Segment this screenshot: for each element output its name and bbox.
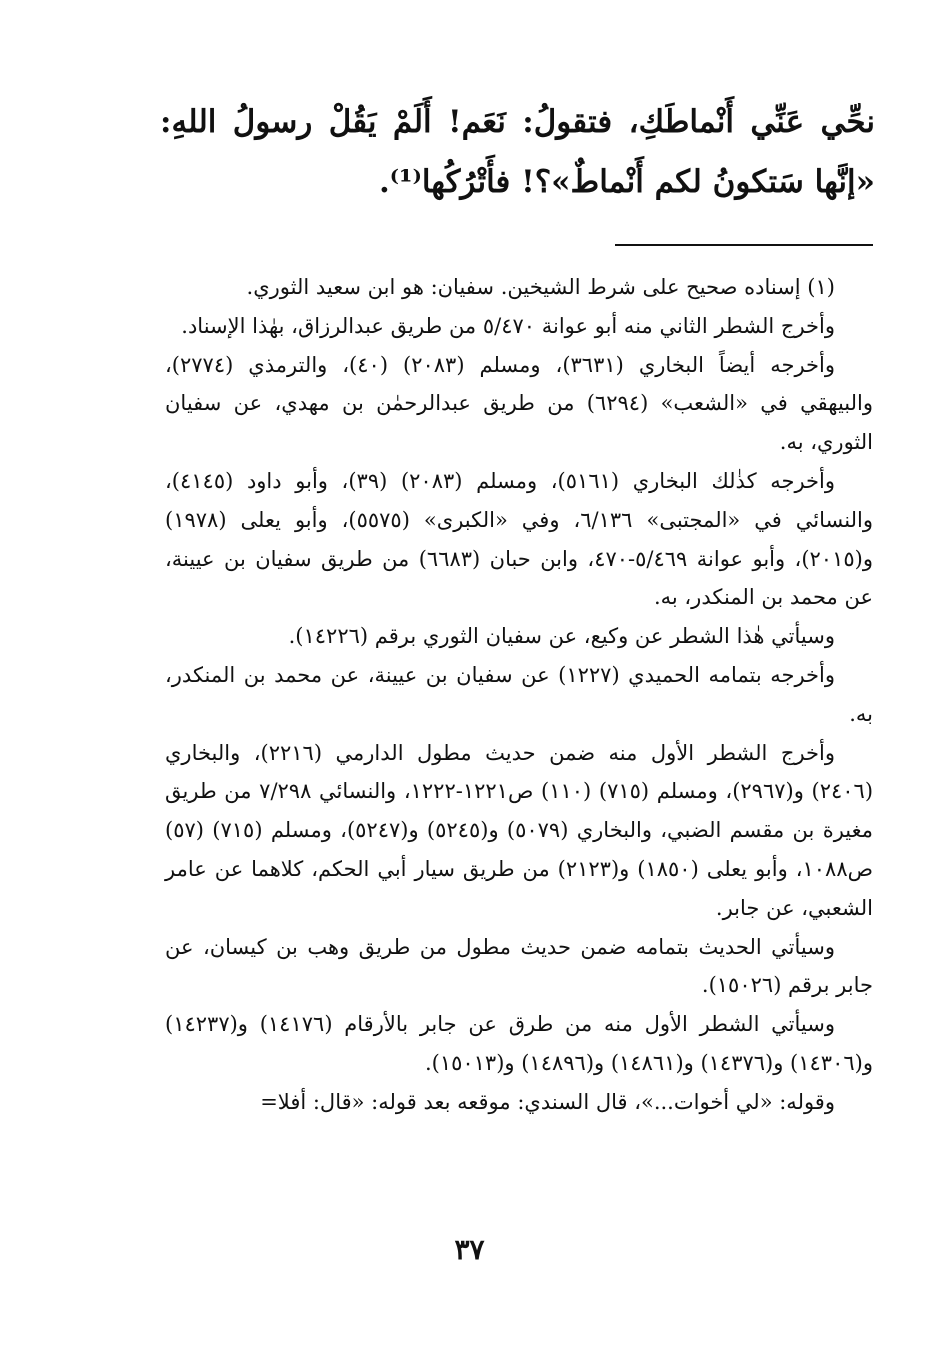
footnote-paragraph: وأخرج الشطر الثاني منه أبو عوانة ٥/٤٧٠ من طريق عبدالرزاق، بهٰذا الإسناد. [181, 313, 835, 338]
footnote-paragraph: وسيأتي هٰذا الشطر عن وكيع، عن سفيان الثوري برقم (١٤٢٢٦). [288, 624, 835, 649]
footnote-paragraph: وسيأتي الحديث بتمامه ضمن حديث مطول من طريق وهب بن كيسان، عن جابر برقم (١٥٠٢٦). [165, 934, 873, 998]
footnotes-section [165, 268, 873, 1122]
footnote-paragraph: وسيأتي الشطر الأول منه من طرق عن جابر بالأرقام (١٤١٧٦) و(١٤٢٣٧) و(١٤٣٠٦) و(١٤٣٧٦) و(١٤٨٦١) و(١٤٨٩٦) و(١٥٠١٣). [165, 1012, 873, 1075]
footnote-paragraph: (١) إسناده صحيح على شرط الشيخين. سفيان: هو ابن سعيد الثوري. [246, 275, 835, 299]
footnote-paragraph: وأخرجه أيضاً البخاري (٣٦٣١)، ومسلم (٢٠٨٣) (٤٠)، والترمذي (٢٧٧٤)، والبيهقي في «الشعب» (٦٢٩٤) من طريق عبدالرحمٰن بن مهدي، عن سفيان الثوري، به. [165, 352, 874, 455]
footnote-paragraph: وقوله: «لي أخوات...»، قال السندي: موقعه بعد قوله: «قال: أفلا= [260, 1089, 835, 1114]
footnote-paragraph: وأخرجه كذٰلك البخاري (٥١٦١)، ومسلم (٢٠٨٣) (٣٩)، وأبو داود (٤١٤٥)، والنسائي في «المجتبى» ٦/١٣٦، وفي «الكبرى» (٥٥٧٥)، وأبو يعلى (١٩٧٨) و(٢٠١٥)، وأبو عوانة ٥/٤٦٩-٤٧٠، وابن حبان (٦٦٨٣) من طريق سفيان بن عيينة، عن محمد بن المنكدر، به. [165, 468, 873, 610]
footnote-paragraph: وأخرجه بتمامه الحميدي (١٢٢٧) عن سفيان بن عيينة، عن محمد بن المنكدر، به. [165, 662, 873, 726]
footnote-separator [615, 244, 873, 246]
page-number: ٣٧ [454, 1233, 485, 1266]
main-text: نحِّي عَنِّي أَنْماطَكِ، فتقولُ: نَعَم! أَلَمْ يَقُلْ رسولُ اللهِ: «إنَّها سَتكونُ لكم أَنْماطٌ»؟! فأَتْرُكُها⁽¹⁾. [160, 104, 875, 200]
footnote-paragraph: وأخرج الشطر الأول منه ضمن حديث مطول الدارمي (٢٢١٦)، والبخاري (٢٤٠٦) و(٢٩٦٧)، ومسلم (٧١٥) (١١٠) ص١٢٢١-١٢٢٢، والنسائي ٧/٢٩٨ من طريق مغيرة بن مقسم الضبي، والبخاري (٥٠٧٩) و(٥٢٤٥) و(٥٢٤٧)، ومسلم (٧١٥) (٥٧) ص١٠٨٨، وأبو يعلى (١٨٥٠) و(٢١٢٣) من طريق سيار أبي الحكم، كلاهما عن عامر الشعبي، عن جابر. [165, 740, 874, 920]
